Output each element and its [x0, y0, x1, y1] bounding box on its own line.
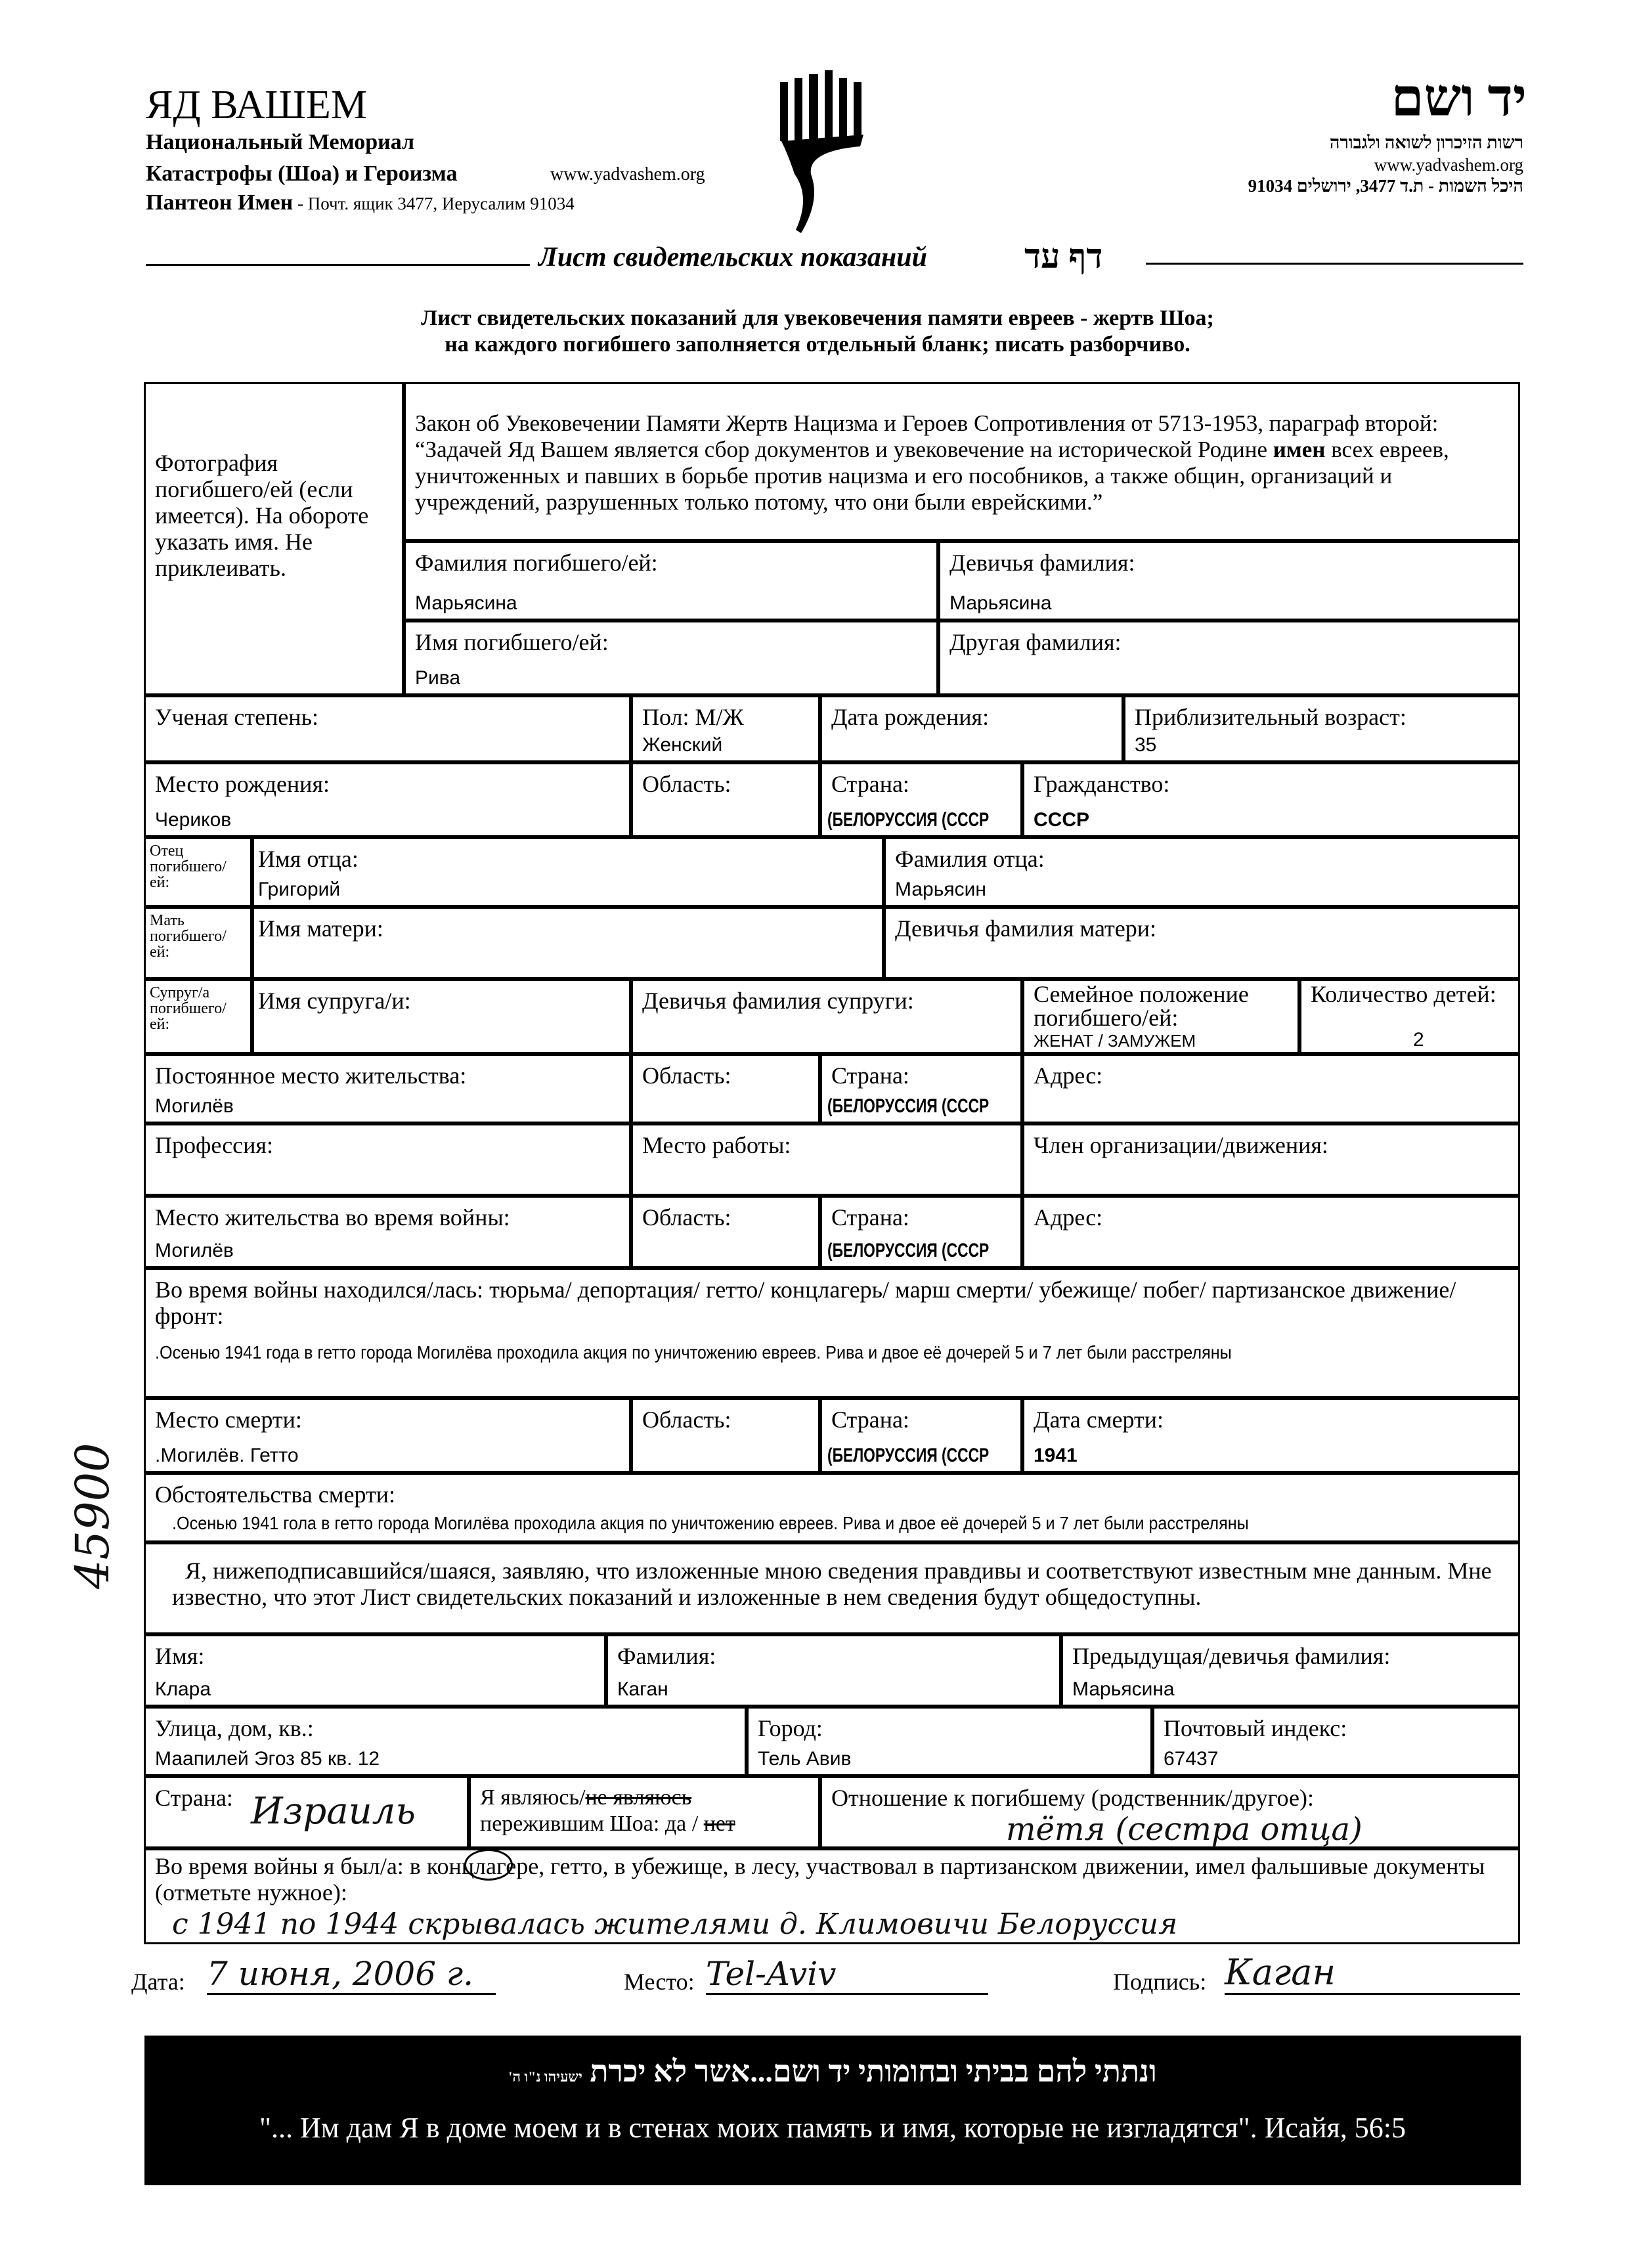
- declaration-text: Я, нижеподписавшийся/шаяся, заявляю, что изложенные мною сведения правдивы и соответствуют известным мне данным. Мне известно, что этот Лист свидетельских показаний и изложенные в нем сведения будут общедоступны.: [172, 1558, 1492, 1610]
- war-residence-field[interactable]: [144, 1196, 631, 1268]
- field-label: Предыдущая/девичья фамилия:: [1072, 1643, 1391, 1669]
- victim-surname-field[interactable]: [404, 541, 938, 621]
- death-date-field[interactable]: [1022, 1398, 1520, 1473]
- field-label: Семейное положение погибшего/ей:: [1034, 981, 1249, 1031]
- law-text-bold: имен: [1273, 437, 1326, 462]
- field-label: Страна:: [831, 1204, 909, 1231]
- field-value: Маапилей Эгоз 85 кв. 12: [155, 1748, 380, 1770]
- birth-region-field[interactable]: [631, 762, 820, 837]
- address-he: היכל השמות - ת.ד 3477, ירושלים 91034: [1248, 176, 1523, 196]
- field-label: Во время войны я был/а: в концлагере, гетто, в убежище, в лесу, участвовал в партизанском движении, имел фальшивые документы (отметьте нужное):: [155, 1853, 1485, 1906]
- field-value: .Осенью 1941 года в гетто города Могилёва проходила акция по уничтожению евреев. Рива и двое её дочерей 5 и 7 лет были расстреляны: [155, 1342, 1232, 1363]
- field-label: Отношение к погибшему (родственник/другое):: [831, 1785, 1314, 1811]
- field-value: Чериков: [155, 809, 232, 831]
- field-label: Количество детей:: [1311, 981, 1496, 1007]
- residence-region-field[interactable]: [631, 1054, 820, 1123]
- instructions-line-1: Лист свидетельских показаний для увековечения памяти евреев - жертв Шоа;: [421, 306, 1214, 330]
- war-status-field[interactable]: [144, 1268, 1520, 1398]
- witness-city-field[interactable]: [747, 1707, 1152, 1776]
- father-surname-field[interactable]: [884, 837, 1520, 907]
- org-address: [146, 190, 575, 215]
- field-label: Имя погибшего/ей:: [415, 629, 609, 655]
- field-label: Ученая степень:: [155, 704, 318, 730]
- residence-address-field[interactable]: [1022, 1054, 1520, 1123]
- death-country-field[interactable]: [820, 1398, 1022, 1473]
- birth-country-field[interactable]: [820, 762, 1022, 837]
- field-label: Страна:: [831, 771, 909, 797]
- org-subtitle-1: Национальный Мемориал: [146, 130, 415, 154]
- margin-handwritten-number: 45900: [66, 1443, 120, 1589]
- field-label: Город:: [758, 1715, 823, 1741]
- children-count-field[interactable]: [1299, 979, 1520, 1054]
- signature[interactable]: Каган: [1225, 1952, 1520, 1995]
- struck-option-no[interactable]: нет: [703, 1812, 735, 1836]
- field-label: Профессия:: [155, 1132, 273, 1158]
- field-label: Гражданство:: [1034, 771, 1170, 797]
- war-region-field[interactable]: [631, 1196, 820, 1268]
- field-value: (БЕЛОРУССИЯ (СССР: [827, 1240, 990, 1261]
- mother-name-field[interactable]: [252, 907, 884, 979]
- war-address-field[interactable]: [1022, 1196, 1520, 1268]
- field-label: Имя матери:: [258, 915, 383, 942]
- quote-russian: "... Им дам Я в доме моем и в стенах моих память и имя, которые не изгладятся". Исайя, 56:5: [259, 2112, 1406, 2144]
- field-label: Девичья фамилия матери:: [895, 915, 1157, 942]
- approx-age-field[interactable]: [1123, 695, 1520, 762]
- field-value: Могилёв: [155, 1240, 234, 1261]
- field-label: Место жительства во время войны:: [155, 1204, 510, 1231]
- field-value-handwritten: с 1941 по 1944 скрывалась жителями д. Климовичи Белоруссия: [172, 1908, 1178, 1941]
- field-value: Марьясина: [415, 592, 517, 614]
- field-label: [480, 1785, 735, 1837]
- field-label: Фамилия:: [617, 1643, 716, 1669]
- field-label: Страна:: [155, 1785, 233, 1811]
- label-part: Я являюсь/: [480, 1785, 586, 1810]
- war-country-field[interactable]: [820, 1196, 1022, 1268]
- witness-surname-field[interactable]: [606, 1634, 1061, 1707]
- field-value: 2: [1413, 1029, 1424, 1051]
- title-rule-right: [1146, 263, 1523, 265]
- father-name-field[interactable]: [252, 837, 884, 907]
- field-value: 1941: [1034, 1445, 1078, 1466]
- field-value-handwritten: тётя (сестра отца): [1006, 1811, 1362, 1848]
- witness-street-field[interactable]: [144, 1707, 747, 1776]
- law-text: [415, 410, 1505, 515]
- org-subtitle-2: Катастрофы (Шоа) и Героизма: [146, 162, 458, 186]
- field-label: Имя:: [155, 1643, 205, 1669]
- field-label: Приблизительный возраст:: [1135, 704, 1406, 730]
- father-section-label: [144, 837, 252, 907]
- field-value: Григорий: [258, 879, 341, 900]
- declaration-box: [144, 1542, 1520, 1634]
- spouse-name-field[interactable]: [252, 979, 631, 1054]
- place-label: Место:: [624, 1969, 695, 1995]
- field-label: Дата рождения:: [831, 704, 990, 730]
- birth-date-field[interactable]: [820, 695, 1123, 762]
- field-label: Место работы:: [642, 1132, 791, 1158]
- field-label: Область:: [642, 771, 731, 797]
- field-label: Область:: [642, 1204, 731, 1231]
- field-label: Фамилия погибшего/ей:: [415, 550, 658, 576]
- victim-maiden-name-field[interactable]: [938, 541, 1520, 621]
- field-value: (БЕЛОРУССИЯ (СССР: [827, 1445, 990, 1466]
- witness-country-field[interactable]: [144, 1776, 469, 1848]
- field-label: Адрес:: [1034, 1062, 1103, 1089]
- law-text-box: [404, 382, 1520, 541]
- witness-previous-surname-field[interactable]: [1061, 1634, 1520, 1707]
- field-label: Фамилия отца:: [895, 846, 1045, 872]
- quote-hebrew-text: ונתתי להם בביתי ובחומותי יד ושם...אשר לא יכרת: [590, 2055, 1157, 2088]
- field-label: Место смерти:: [155, 1407, 302, 1433]
- field-label: Девичья фамилия супруги:: [642, 988, 914, 1014]
- quote-hebrew: [144, 2054, 1521, 2089]
- mother-maiden-name-field[interactable]: [884, 907, 1520, 979]
- field-value: Женский: [642, 734, 723, 756]
- survivor-status-field[interactable]: [469, 1776, 820, 1848]
- date-label: Дата:: [131, 1969, 185, 1995]
- field-label: Почтовый индекс:: [1164, 1715, 1347, 1741]
- field-label: Во время войны находился/лась: тюрьма/ депортация/ гетто/ концлагерь/ марш смерти/ убежище/ побег/ партизанское движение/фронт:: [155, 1276, 1456, 1329]
- field-value: 67437: [1164, 1748, 1219, 1770]
- field-value: Каган: [617, 1678, 668, 1700]
- gender-field[interactable]: [631, 695, 820, 762]
- field-value: Марьясина: [1072, 1678, 1175, 1700]
- field-label: Страна:: [831, 1407, 909, 1433]
- photo-instructions: Фотография погибшего/ей (если имеется). На обороте указать имя. Не приклеивать.: [155, 450, 369, 581]
- field-value: Тель Авив: [758, 1748, 852, 1770]
- field-value: .Осенью 1941 гола в гетто города Могилёва проходила акция по уничтожению евреев. Рива и двое её дочерей 5 и 7 лет были расстреляны: [172, 1513, 1249, 1533]
- field-value: Рива: [415, 667, 461, 689]
- field-label: Адрес:: [1034, 1204, 1103, 1231]
- place-value[interactable]: Tel-Aviv: [706, 1955, 988, 1995]
- field-label: Девичья фамилия:: [949, 550, 1135, 576]
- field-value: ЖЕНАТ / ЗАМУЖЕМ: [1034, 1031, 1196, 1051]
- label-part: пережившим Шоа: да /: [480, 1812, 704, 1836]
- mother-section-label: [144, 907, 252, 979]
- profession-field[interactable]: [144, 1123, 631, 1196]
- field-label: Имя супруга/и:: [258, 988, 411, 1014]
- struck-option: не являюсь: [585, 1785, 692, 1810]
- witness-war-experience-field[interactable]: [144, 1848, 1520, 1944]
- field-value: СССР: [1034, 809, 1090, 831]
- ghetto-circle-mark: [464, 1849, 513, 1881]
- field-value: 35: [1135, 734, 1157, 756]
- instructions-line-2: на каждого погибшего заполняется отдельный бланк; писать разборчиво.: [445, 332, 1190, 357]
- yad-vashem-logo: [775, 69, 886, 240]
- website-link-he[interactable]: www.yadvashem.org: [1374, 155, 1523, 175]
- field-value: (БЕЛОРУССИЯ (СССР: [827, 809, 990, 831]
- membership-field[interactable]: [1022, 1123, 1520, 1196]
- org-subtitle-he: רשות הזיכרון לשואה ולגבורה: [1329, 133, 1523, 152]
- field-label: Дата смерти:: [1034, 1407, 1164, 1433]
- spouse-section-label: [144, 979, 252, 1054]
- field-label: Имя отца:: [258, 846, 359, 872]
- quote-hebrew-ref: ישעיהו נ"ו ה': [508, 2068, 582, 2085]
- quote-banner: [144, 2036, 1521, 2185]
- signature-label: Подпись:: [1113, 1969, 1207, 1995]
- photo-box[interactable]: [144, 382, 404, 695]
- field-label: Область:: [642, 1062, 731, 1089]
- field-value: (БЕЛОРУССИЯ (СССР: [827, 1095, 990, 1117]
- field-value: Марьясин: [895, 879, 986, 900]
- field-value-handwritten: Израиль: [251, 1790, 416, 1833]
- field-value: .Могилёв. Гетто: [155, 1445, 299, 1466]
- field-label: Другая фамилия:: [949, 629, 1122, 655]
- field-label: Постоянное место жительства:: [155, 1062, 467, 1089]
- postal-address: - Почт. ящик 3477, Иерусалим 91034: [293, 194, 575, 213]
- field-value: Клара: [155, 1678, 211, 1700]
- law-text-b: всех евреев, уничтоженных и павших в борьбе против нацизма и его пособников, а также общин, организаций и учреждений, разрушенных только потому, что они были еврейскими.”: [415, 437, 1449, 515]
- field-label: Пол: М/Ж: [642, 704, 744, 730]
- form-title: Лист свидетельских показаний: [538, 242, 927, 273]
- field-label: Член организации/движения:: [1034, 1132, 1328, 1158]
- pantheon-label: Пантеон Имен: [146, 190, 294, 215]
- field-label: Улица, дом, кв.:: [155, 1715, 314, 1741]
- website-link[interactable]: www.yadvashem.org: [550, 164, 705, 185]
- field-value: Марьясина: [949, 592, 1052, 614]
- field-value: Могилёв: [155, 1095, 234, 1117]
- side-label: Супруг/а погибшего/ ей:: [150, 984, 227, 1033]
- field-label: Место рождения:: [155, 771, 330, 797]
- law-text-a: Закон об Увековечении Памяти Жертв Нацизма и Героев Сопротивления от 5713-1953, параграф второй: “Задачей Яд Вашем является сбор документов и увековечение на исторической Родине: [415, 410, 1439, 462]
- field-label: Область:: [642, 1407, 731, 1433]
- residence-field[interactable]: [144, 1054, 631, 1123]
- title-rule-left: [146, 264, 530, 266]
- form-title-he: דף עד: [1024, 238, 1103, 276]
- relation-field[interactable]: [820, 1776, 1520, 1848]
- death-place-field[interactable]: [144, 1398, 631, 1473]
- date-value[interactable]: 7 июня, 2006 г.: [207, 1955, 496, 1995]
- victim-other-surname-field[interactable]: [938, 621, 1520, 695]
- birthplace-field[interactable]: [144, 762, 631, 837]
- death-circumstances-field[interactable]: [144, 1473, 1520, 1542]
- marital-status-field[interactable]: [1022, 979, 1299, 1054]
- side-label: Мать погибшего/ ей:: [150, 912, 227, 961]
- degree-field[interactable]: [144, 695, 631, 762]
- side-label: Отец погибшего/ ей:: [150, 842, 227, 891]
- org-title-he: יד ושם: [1391, 70, 1527, 127]
- field-label: Обстоятельства смерти:: [155, 1481, 395, 1508]
- field-label: Страна:: [831, 1062, 909, 1089]
- citizenship-field[interactable]: [1022, 762, 1520, 837]
- org-title-ru: ЯД ВАШЕМ: [146, 83, 367, 127]
- spouse-maiden-name-field[interactable]: [631, 979, 1022, 1054]
- victim-first-name-field[interactable]: [404, 621, 938, 695]
- witness-name-field[interactable]: [144, 1634, 606, 1707]
- death-region-field[interactable]: [631, 1398, 820, 1473]
- witness-postal-code-field[interactable]: [1152, 1707, 1520, 1776]
- workplace-field[interactable]: [631, 1123, 1022, 1196]
- residence-country-field[interactable]: [820, 1054, 1022, 1123]
